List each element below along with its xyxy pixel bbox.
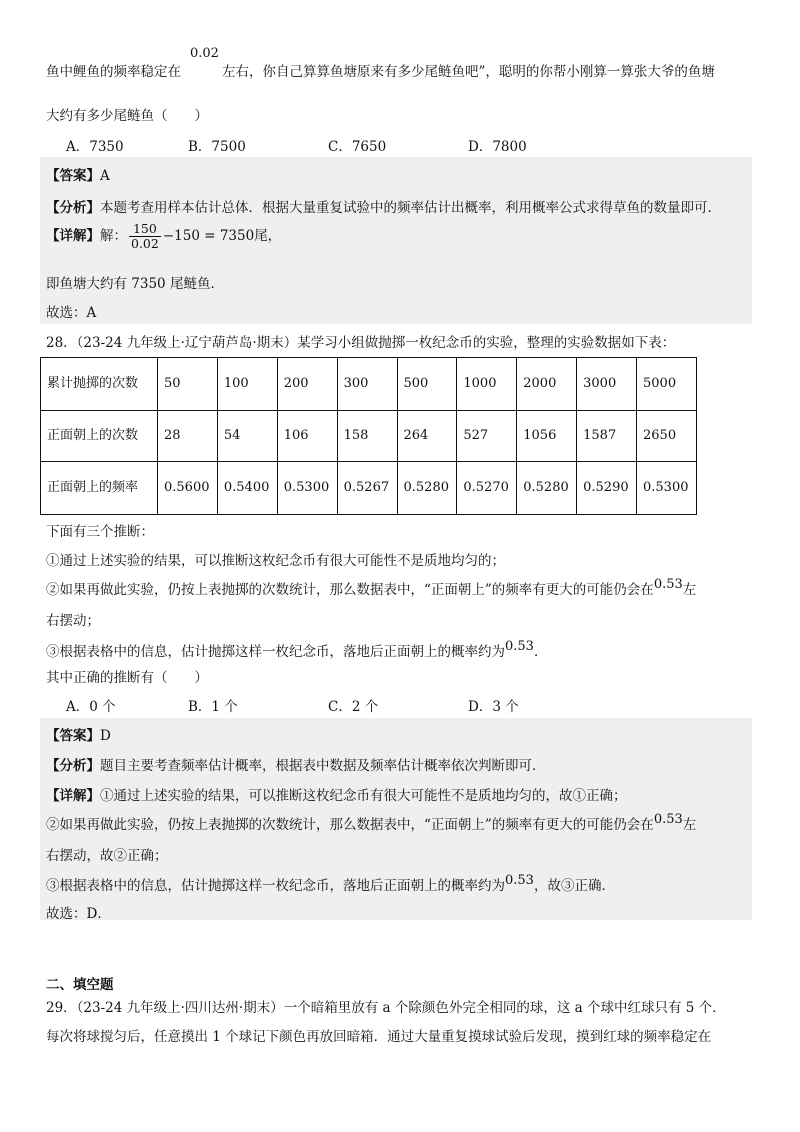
table-cell: 500 [397, 358, 457, 411]
q28-analysis: 【分析】题目主要考查频率估计概率，根据表中数据及频率估计概率依次判断即可． [46, 758, 546, 774]
table-cell: 0.5600 [158, 462, 218, 515]
row-label: 累计抛掷的次数 [41, 358, 158, 411]
q27-analysis: 【分析】本题考查用样本估计总体．根据大量重复试验中的频率估计出概率，利用概率公式求得草鱼的数量即可． [46, 200, 721, 216]
q28-detail-1: 【详解】①通过上述实验的结果，可以推断这枚纪念币有很大可能性不是质地均匀的，故①正确； [46, 788, 627, 804]
table-cell: 527 [457, 411, 517, 462]
table-cell: 28 [158, 411, 218, 462]
table-cell: 300 [337, 358, 397, 411]
q29-line2: 每次将球搅匀后，任意摸出 1 个球记下颜色再放回暗箱．通过大量重复摸球试验后发现，摸到红球的频率稳定在 [46, 1029, 712, 1045]
experiment-table [40, 357, 697, 515]
table-cell: 0.5280 [517, 462, 577, 515]
row-label: 正面朝上的次数 [41, 411, 158, 462]
table-cell: 50 [158, 358, 218, 411]
q28-premise-2: ②如果再做此实验，仍按上表抛掷的次数统计，那么数据表中，“正面朝上”的频率有更大的可能仍会在0.53左 [46, 577, 697, 598]
q28-detail-2-cont: 右摆动，故②正确； [46, 848, 168, 864]
q27-line1: 鱼中鲤鱼的频率稳定在 [46, 64, 181, 80]
table-cell: 0.5270 [457, 462, 517, 515]
q28-premise-3: ③根据表格中的信息，估计抛掷这样一枚纪念币，落地后正面朝上的概率约为0.53． [46, 639, 548, 660]
q27-answer: 【答案】A [46, 168, 110, 184]
table-cell: 106 [277, 411, 337, 462]
q27-choose: 故选：A [46, 305, 97, 321]
q28-detail-2: ②如果再做此实验，仍按上表抛掷的次数统计，那么数据表中，“正面朝上”的频率有更大的可能仍会在0.53左 [46, 812, 697, 833]
table-cell: 2000 [517, 358, 577, 411]
table-cell: 0.5400 [217, 462, 277, 515]
q27-option-a: A．7350 [66, 139, 124, 155]
table-row [41, 358, 697, 411]
q28-ask: 其中正确的推断有（ ） [46, 670, 208, 686]
q28-answer: 【答案】D [46, 728, 111, 744]
table-cell: 1587 [577, 411, 637, 462]
q28-premise-2-cont: 右摆动； [46, 613, 100, 629]
table-cell: 264 [397, 411, 457, 462]
q28-option-c: C．2 个 [328, 699, 379, 715]
table-row [41, 462, 697, 515]
q27-line2: 大约有多少尾鲢鱼（ ） [46, 108, 208, 124]
table-cell: 0.5280 [397, 462, 457, 515]
q28-option-d: D．3 个 [468, 699, 519, 715]
q27-fraction: $\frac{150}{0.02}$ [131, 221, 159, 251]
table-cell: 3000 [577, 358, 637, 411]
table-cell: 0.5300 [277, 462, 337, 515]
q27-option-c: C．7650 [328, 139, 387, 155]
table-cell: 1056 [517, 411, 577, 462]
q28-option-b: B．1 个 [188, 699, 238, 715]
q28-detail-3: ③根据表格中的信息，估计抛掷这样一枚纪念币，落地后正面朝上的概率约为0.53，故③正确． [46, 873, 615, 894]
table-cell: 2650 [637, 411, 697, 462]
q28-intro: 下面有三个推断： [46, 524, 154, 540]
table-row [41, 411, 697, 462]
table-cell: 0.5290 [577, 462, 637, 515]
table-cell: 54 [217, 411, 277, 462]
q28-option-a: A．0 个 [66, 699, 116, 715]
table-cell: 0.5267 [337, 462, 397, 515]
q27-line1-rest: 左右，你自己算算鱼塘原来有多少尾鲢鱼吧”，聪明的你帮小刚算一算张大爷的鱼塘 [222, 64, 715, 80]
table-cell: 100 [217, 358, 277, 411]
q27-option-d: D．7800 [468, 139, 527, 155]
row-label: 正面朝上的频率 [41, 462, 158, 515]
table-cell: 200 [277, 358, 337, 411]
table-cell: 158 [337, 411, 397, 462]
q28-stem: 28．（23-24 九年级上·辽宁葫芦岛·期末）某学习小组做抛掷一枚纪念币的实验，整理的实验数据如下表： [46, 335, 676, 351]
q27-detail: 【详解】解： $\frac{150}{0.02}$ −150 = 7350尾， [46, 221, 282, 251]
q27-conclusion: 即鱼塘大约有 7350 尾鲢鱼． [46, 276, 224, 292]
q29-line1: 29．（23-24 九年级上·四川达州·期末）一个暗箱里放有 a 个除颜色外完全相同的球，这 a 个球中红球只有 5 个． [46, 1000, 726, 1016]
q28-premise-1: ①通过上述实验的结果，可以推断这枚纪念币有很大可能性不是质地均匀的； [46, 553, 505, 569]
section-title: 二、填空题 [46, 977, 114, 993]
table-cell: 1000 [457, 358, 517, 411]
table-cell: 5000 [637, 358, 697, 411]
q27-option-b: B．7500 [188, 139, 246, 155]
table-cell: 0.5300 [637, 462, 697, 515]
q27-value-002: 0.02 [190, 46, 219, 61]
q28-choose: 故选：D． [46, 906, 111, 922]
